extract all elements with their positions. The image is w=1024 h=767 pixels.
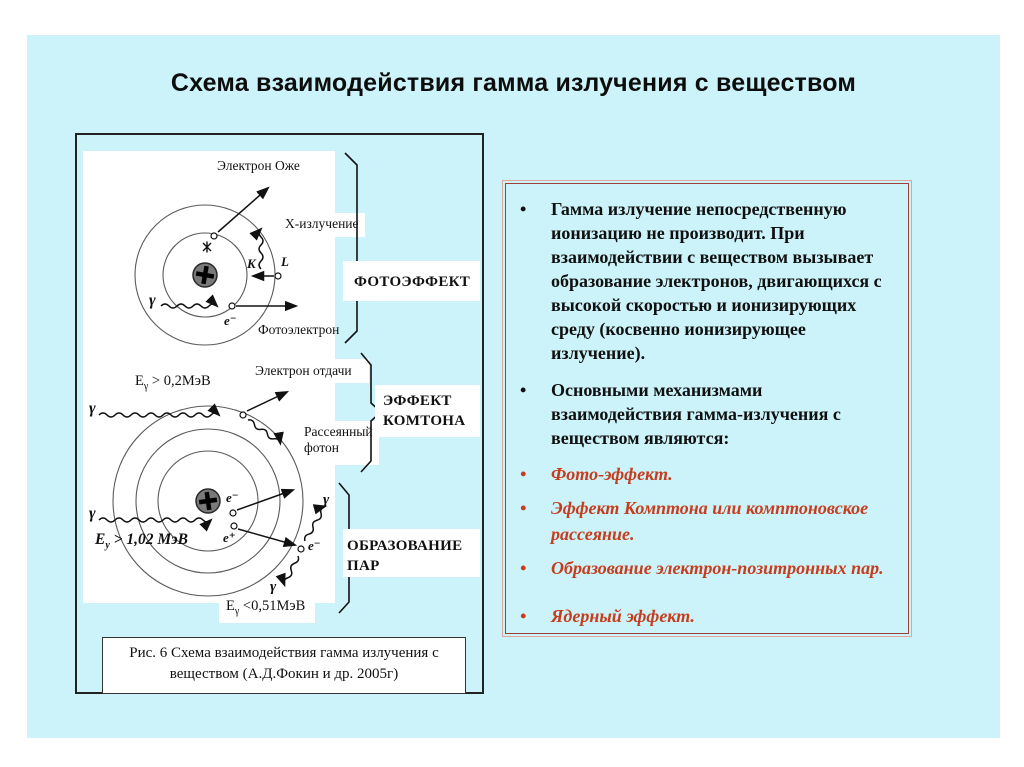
electron-label: e⁻ — [226, 490, 239, 505]
scattered-photon-label: Рассеянный фотон — [304, 424, 373, 455]
electron-label: e⁻ — [308, 538, 321, 553]
gamma-symbol: γ — [149, 292, 156, 309]
compton-threshold-label: $E_\gamma > 0,2МэВ$ — [135, 373, 211, 392]
slide-title: Схема взаимодействия гамма излучения с веществом — [170, 69, 857, 97]
pair-threshold-label: $E_y > 1,02$ МэВ — [95, 531, 188, 552]
pair-production-label: ОБРАЗОВАНИЕ ПАР — [347, 538, 463, 574]
text-panel — [502, 180, 912, 637]
auger-electron-label: Электрон Оже — [217, 158, 300, 173]
recoil-electron-label: Электрон отдачи — [255, 363, 352, 378]
bullet-item: • Гамма излучение непосредственную ионизацию не производит. При взаимодействии с веществом вызывает образование электронов, двигающихся с высокой скоростью и ионизирующих среду (косвенно ионизирующее излучение). — [506, 197, 894, 365]
gamma-symbol: γ — [323, 492, 330, 508]
photoelectron-label: Фотоэлектрон — [258, 322, 340, 337]
bullet-item: • Ядерный эффект. — [506, 603, 894, 629]
figure-caption: Рис. 6 Схема взаимодействия гамма излучения с веществом (А.Д.Фокин и др. 2005г) — [102, 637, 466, 694]
electron-label: e⁻ — [224, 313, 237, 328]
photoeffect-label: ФОТОЭФФЕКТ — [354, 274, 471, 290]
bullet-item: • Основными механизмами взаимодействия гамма-излучения с веществом являются: — [506, 378, 894, 450]
interaction-figure — [75, 133, 484, 694]
bullet-item: • Эффект Комптона или комптоновское рассеяние. — [506, 495, 894, 547]
slide-canvas — [27, 35, 1000, 738]
bullet-list — [506, 197, 894, 629]
positron-label: e⁺ — [223, 530, 236, 545]
l-shell-label: L — [281, 254, 289, 269]
compton-effect-label: ЭФФЕКТ КОМТОНА — [383, 393, 466, 429]
k-shell-label: K — [247, 256, 256, 271]
gamma-symbol: γ — [89, 400, 96, 417]
x-ray-label: X-излучение — [285, 216, 359, 231]
gamma-symbol: γ — [270, 579, 277, 595]
bullet-item: • Фото-эффект. — [506, 461, 894, 487]
photoeffect-brace — [345, 153, 367, 343]
bullet-item: • Образование электрон-позитронных пар. — [506, 555, 894, 581]
annihilation-energy-label: $E_\gamma <0,51МэВ$ — [226, 598, 306, 617]
gamma-symbol: γ — [89, 505, 96, 522]
